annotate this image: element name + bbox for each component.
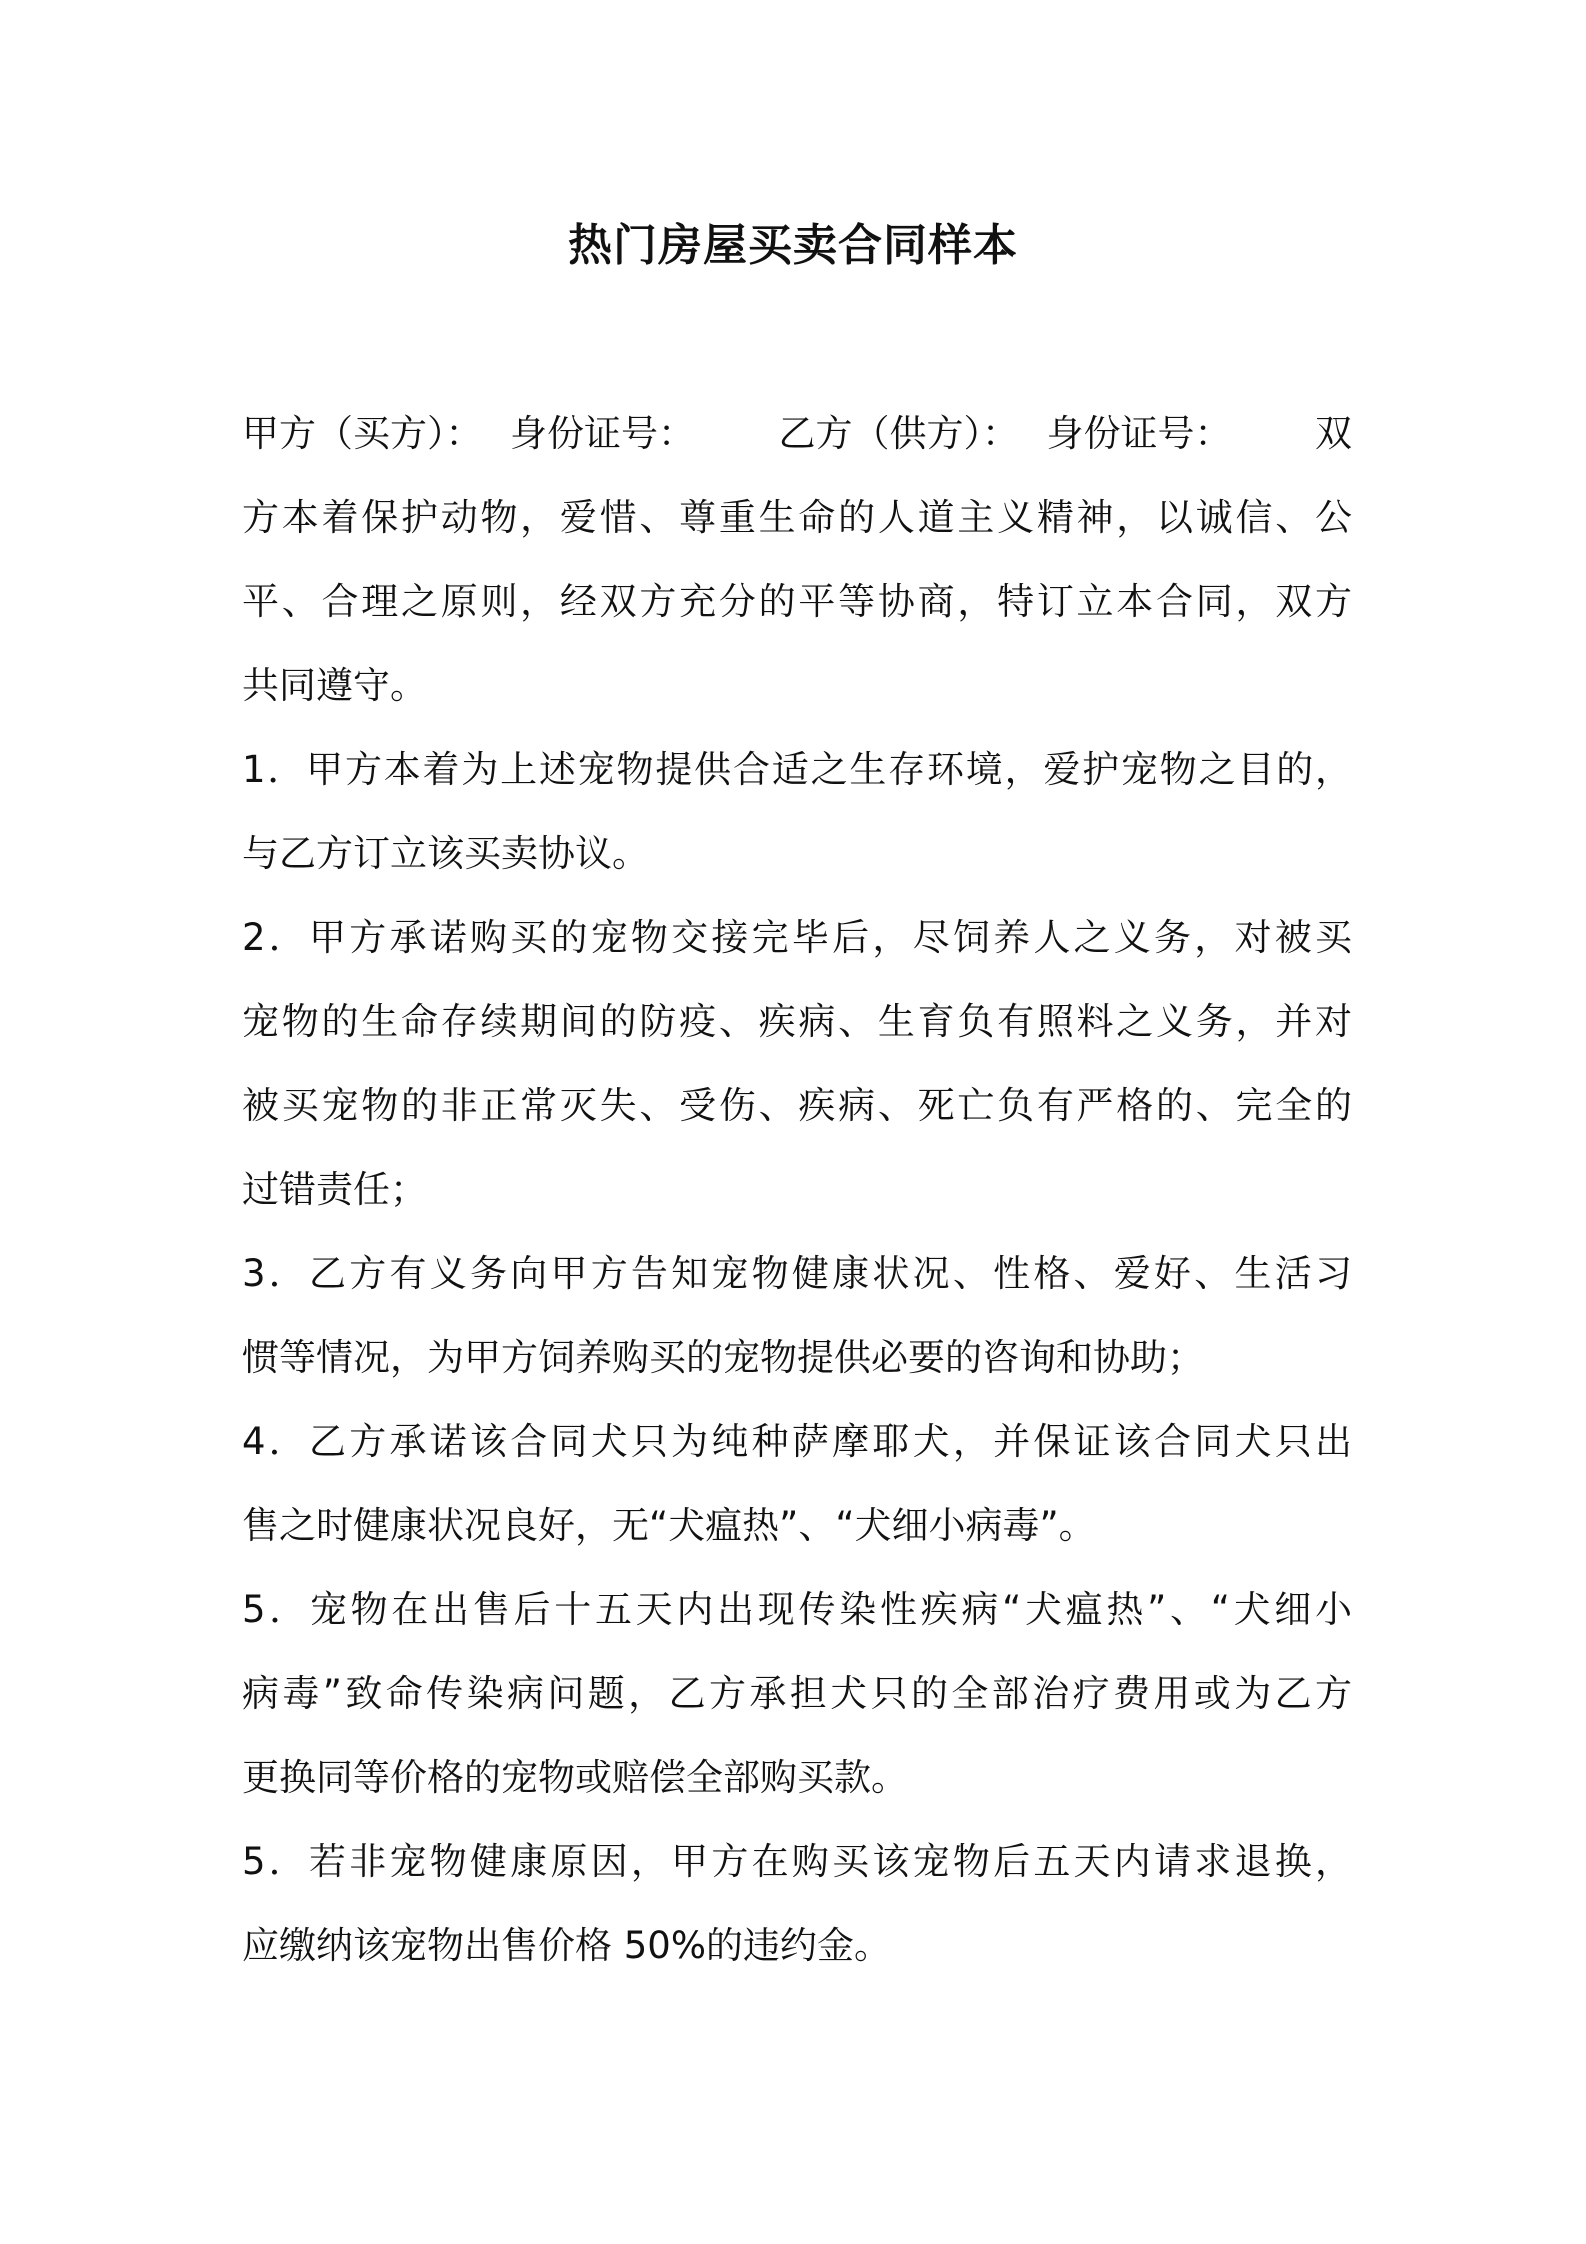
clause-2-line: 2．甲方承诺购买的宠物交接完毕后，尽饲养人之义务，对被买 (242, 916, 1352, 959)
buyer-label: 甲方（买方）： (242, 412, 483, 455)
clause-3-line: 3．乙方有义务向甲方告知宠物健康状况、性格、爱好、生活习 (242, 1252, 1352, 1295)
contract-body (242, 392, 1352, 1988)
intro-line: 平、合理之原则，经双方充分的平等协商，特订立本合同，双方 (242, 580, 1352, 623)
clause-4-line: 售之时健康状况良好，无“犬瘟热”、“犬细小病毒”。 (242, 1504, 1096, 1547)
seller-id-label: 身份证号： (1046, 412, 1232, 455)
seller-label: 乙方（供方）： (778, 412, 1019, 455)
clause-5-line: 更换同等价格的宠物或赔偿全部购买款。 (242, 1756, 908, 1799)
clause-6-line: 应缴纳该宠物出售价格 50%的违约金。 (242, 1924, 891, 1967)
clause-5-line: 5．宠物在出售后十五天内出现传染性疾病“犬瘟热”、“犬细小 (242, 1588, 1352, 1631)
clause-5-line: 病毒”致命传染病问题，乙方承担犬只的全部治疗费用或为乙方 (242, 1672, 1352, 1715)
intro-line: 方本着保护动物，爱惜、尊重生命的人道主义精神，以诚信、公 (242, 496, 1352, 539)
parties-line (242, 392, 1352, 476)
clause-1-line: 1．甲方本着为上述宠物提供合适之生存环境，爱护宠物之目的， (242, 748, 1352, 791)
intro-line: 共同遵守。 (242, 664, 427, 707)
clause-4-line: 4．乙方承诺该合同犬只为纯种萨摩耶犬，并保证该合同犬只出 (242, 1420, 1352, 1463)
clause-1-line: 与乙方订立该买卖协议。 (242, 832, 649, 875)
clause-6-line: 5．若非宠物健康原因，甲方在购买该宠物后五天内请求退换， (242, 1840, 1352, 1883)
clause-2-line: 过错责任； (242, 1168, 427, 1211)
clause-2-line: 被买宠物的非正常灭失、受伤、疾病、死亡负有严格的、完全的 (242, 1084, 1352, 1127)
clause-3-line: 惯等情况，为甲方饲养购买的宠物提供必要的咨询和协助； (242, 1336, 1204, 1379)
intro-start: 双 (1315, 412, 1352, 455)
buyer-id-label: 身份证号： (510, 412, 695, 455)
document-title: 热门房屋买卖合同样本 (568, 220, 1018, 271)
clause-2-line: 宠物的生命存续期间的防疫、疾病、生育负有照料之义务，并对 (242, 1000, 1352, 1043)
